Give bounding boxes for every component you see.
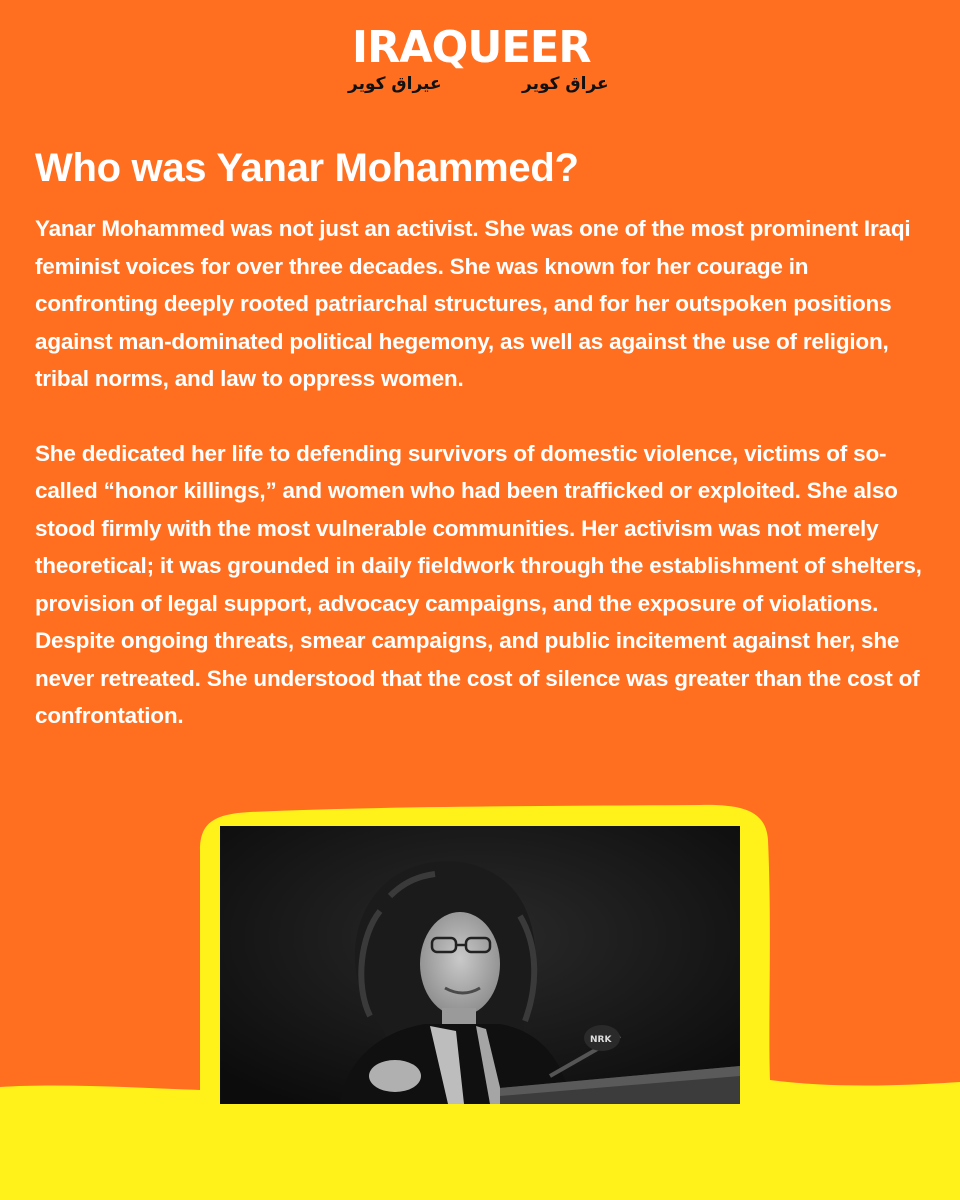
logo-wordmark: IRAQUEER	[352, 22, 591, 73]
logo-arabic-left: عيراق كوير	[348, 74, 442, 94]
paragraph-2: She dedicated her life to defending survivors of domestic violence, victims of so-called “honor killings,” and women who had been trafficked or exploited. She also stood firmly with the most vulnerable communities. Her activism was not merely theoretical; it was grounded in daily fieldwork through the establishment of shelters, provision of legal support, advocacy campaigns, and the exposure of violations.	[35, 440, 922, 616]
logo-arabic-right: عراق كوير	[522, 74, 609, 94]
paragraph-3: Despite ongoing threats, smear campaigns, and public incitement against her, she never retreated. She understood that the cost of silence was greater than the cost of confrontation.	[35, 628, 920, 728]
paragraph-1: Yanar Mohammed was not just an activist. She was one of the most prominent Iraqi feminist voices for over three decades. She was known for her courage in confronting deeply rooted patriarchal structures, and for her outspoken positions against man-dominated political hegemony, as well as against the use of religion, tribal norms, and law to oppress women.	[35, 216, 911, 391]
portrait-illustration	[220, 826, 740, 1104]
mic-label: NRK	[590, 1035, 612, 1045]
iraqueer-logo	[340, 22, 620, 100]
article-body	[35, 210, 935, 735]
portrait-photo	[220, 826, 740, 1104]
page-title: Who was Yanar Mohammed?	[35, 146, 579, 190]
